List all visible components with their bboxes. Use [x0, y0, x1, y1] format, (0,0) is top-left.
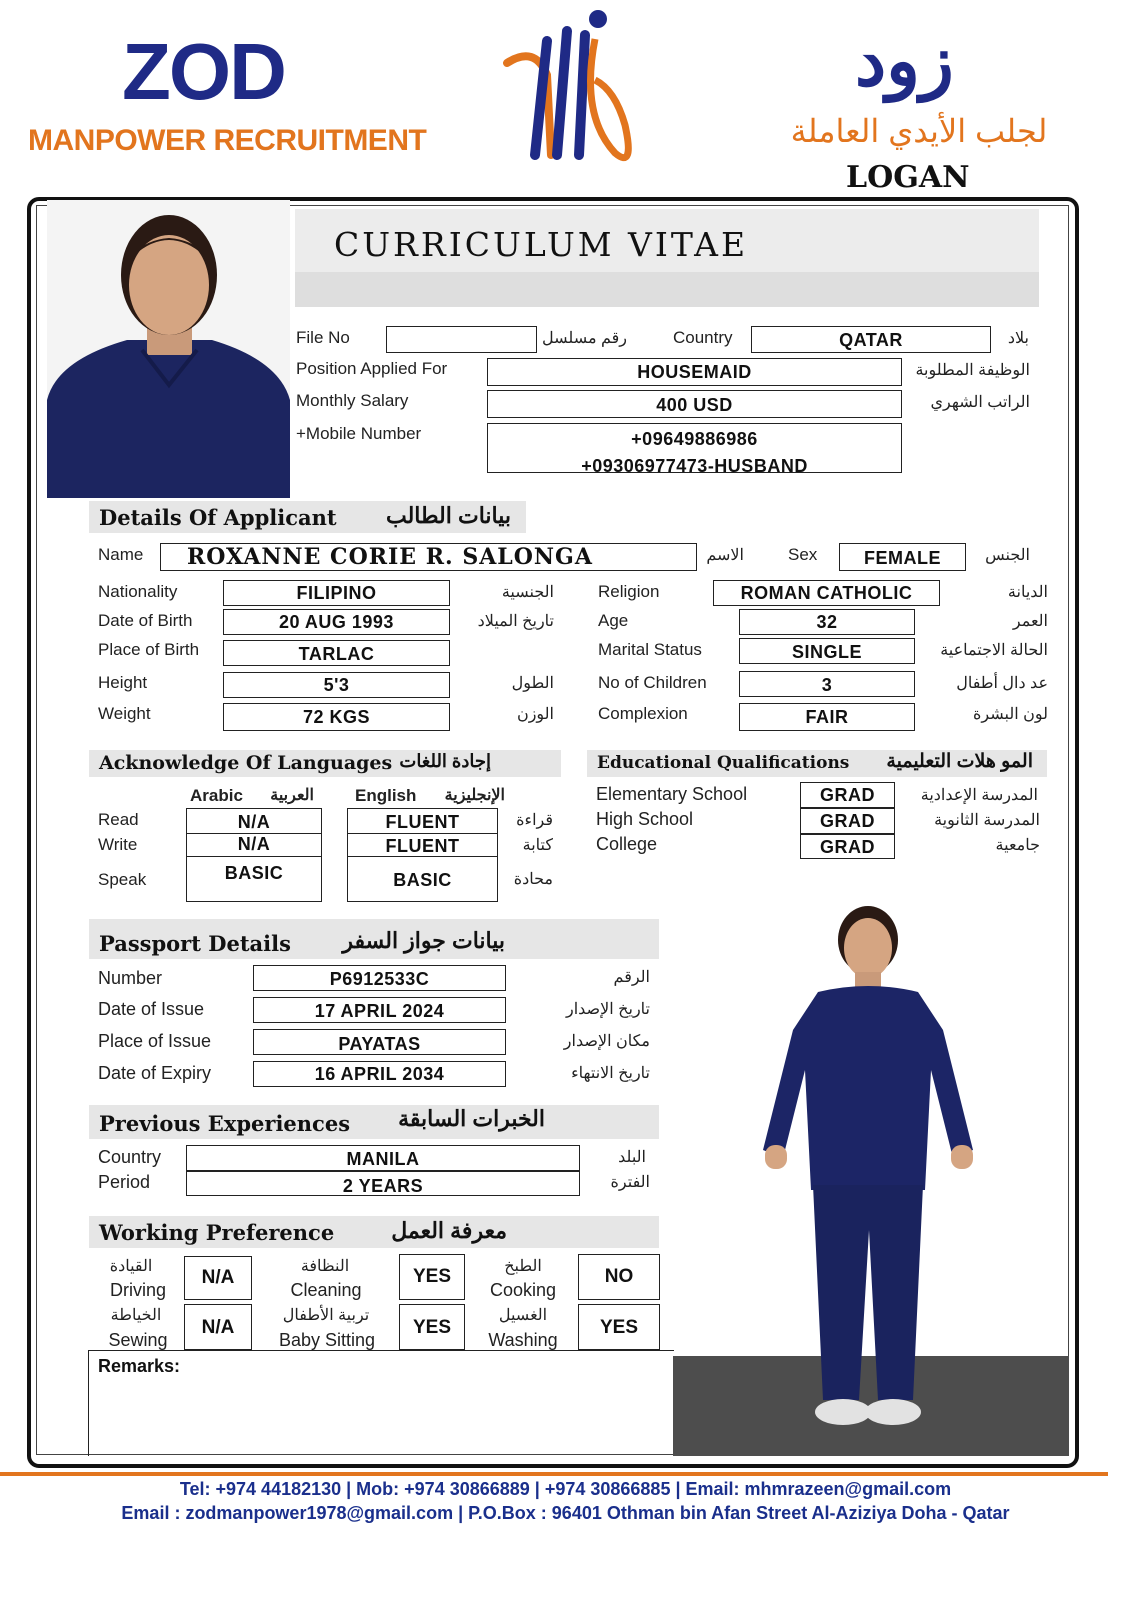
file-no-ar: رقم مسلسل	[542, 330, 627, 347]
brand-tagline: MANPOWER RECRUITMENT	[28, 124, 427, 157]
languages-title-ar: إجادة اللغات	[399, 751, 491, 771]
mobile-number-2: +09306977473-HUSBAND	[581, 456, 808, 476]
details-header	[89, 501, 526, 533]
passport-place-field: PAYATAS	[253, 1029, 506, 1055]
lang-english-head-ar: الإنجليزية	[444, 787, 505, 804]
pob-field: TARLAC	[223, 640, 450, 666]
brand-logo-text: ZOD	[122, 27, 285, 116]
name-label: Name	[98, 545, 144, 564]
wp-washing-field: YES	[578, 1304, 660, 1350]
country-field: QATAR	[751, 326, 991, 353]
passport-expiry-label: Date of Expiry	[98, 1063, 212, 1083]
height-field: 5'3	[223, 672, 450, 698]
cv-title: CURRICULUM VITAE	[334, 225, 749, 264]
nationality-label: Nationality	[98, 582, 178, 601]
passport-header	[89, 919, 659, 959]
remarks-label: Remarks:	[98, 1356, 181, 1376]
nationality-field: FILIPINO	[223, 580, 450, 606]
lang-arabic-write: N/A	[186, 833, 322, 857]
passport-number-field: P6912533C	[253, 965, 506, 991]
weight-field: 72 KGS	[223, 703, 450, 731]
file-no-field	[386, 326, 537, 353]
age-label: Age	[598, 611, 629, 630]
marital-label: Marital Status	[598, 640, 702, 659]
footer-rule	[0, 1472, 1108, 1476]
passport-issue-ar: تاريخ الإصدار	[565, 1001, 650, 1018]
lang-arabic-speak: BASIC	[186, 856, 322, 902]
lang-english-write: FLUENT	[347, 833, 498, 857]
passport-number-label: Number	[98, 968, 163, 988]
edu-highschool-ar: المدرسة الثانوية	[934, 812, 1040, 829]
languages-header	[89, 750, 561, 777]
lang-read-ar: قراءة	[516, 812, 553, 829]
working-header	[89, 1216, 659, 1248]
experience-title-ar: الخبرات السابقة	[398, 1106, 545, 1131]
height-label: Height	[98, 673, 148, 692]
children-field: 3	[739, 671, 915, 697]
working-title-ar: معرفة العمل	[391, 1218, 507, 1243]
wp-driving-label: Driving	[109, 1280, 166, 1300]
lang-write-ar: كتابة	[522, 837, 553, 854]
country-ar: بلاد	[1007, 330, 1029, 347]
lang-english-head: English	[355, 786, 417, 805]
lang-speak-label: Speak	[98, 870, 147, 889]
lang-arabic-read: N/A	[186, 808, 322, 834]
education-header	[587, 750, 1047, 777]
religion-label: Religion	[598, 582, 660, 601]
passport-place-ar: مكان الإصدار	[563, 1033, 650, 1050]
wp-cooking-field: NO	[578, 1254, 660, 1300]
edu-elementary-ar: المدرسة الإعدادية	[920, 787, 1038, 804]
position-field: HOUSEMAID	[487, 358, 902, 386]
languages-title: Acknowledge Of Languages	[99, 752, 393, 774]
wp-babysitting-field: YES	[399, 1304, 465, 1350]
wp-cooking-label: Cooking	[489, 1280, 557, 1300]
details-title: Details Of Applicant	[99, 505, 337, 530]
marital-field: SINGLE	[739, 638, 915, 664]
wp-cleaning-label: Cleaning	[290, 1280, 362, 1300]
brand-sub: LOGAN	[846, 160, 970, 195]
passport-number-ar: الرقم	[613, 969, 650, 986]
marital-ar: الحالة الاجتماعية	[940, 642, 1048, 659]
wp-sewing-ar: الخياطة	[110, 1307, 162, 1324]
salary-field: 400 USD	[487, 390, 902, 418]
height-ar: الطول	[511, 675, 554, 692]
lang-english-speak: BASIC	[347, 856, 498, 902]
passport-issue-field: 17 APRIL 2024	[253, 997, 506, 1023]
cv-title-band-lower	[295, 272, 1039, 307]
brand-emblem-icon	[495, 5, 670, 180]
wp-sewing-field: N/A	[184, 1304, 252, 1350]
edu-elementary-field: GRAD	[800, 782, 895, 808]
exp-country-ar: البلد	[618, 1149, 646, 1166]
wp-washing-ar: الغسيل	[498, 1307, 548, 1324]
lang-read-label: Read	[98, 810, 139, 829]
edu-college-label: College	[596, 834, 658, 854]
country-label: Country	[673, 328, 733, 347]
name-ar: الاسم	[706, 547, 744, 564]
sex-label: Sex	[788, 545, 818, 564]
age-ar: العمر	[1012, 613, 1048, 630]
complexion-field: FAIR	[739, 703, 915, 731]
experience-header	[89, 1105, 659, 1139]
wp-babysitting-label: Baby Sitting	[278, 1330, 376, 1350]
position-ar: الوظيفة المطلوبة	[915, 362, 1030, 379]
weight-ar: الوزن	[516, 706, 554, 723]
footer-line-2: Email : zodmanpower1978@gmail.com | P.O.Box : 96401 Othman bin Afan Street Al-Aziziya Doha - Qatar	[121, 1503, 1010, 1523]
details-title-ar: بيانات الطالب	[386, 503, 511, 528]
dob-field: 20 AUG 1993	[223, 609, 450, 635]
wp-cooking-ar: الطبخ	[504, 1258, 542, 1275]
religion-field: ROMAN CATHOLIC	[713, 580, 940, 606]
wp-cleaning-ar: النظافة	[300, 1258, 350, 1275]
lang-english-read: FLUENT	[347, 808, 498, 834]
children-ar: عد دال أطفال	[956, 675, 1048, 692]
passport-expiry-field: 16 APRIL 2034	[253, 1061, 506, 1087]
passport-title-ar: بيانات جواز السفر	[342, 928, 505, 953]
salary-label: Monthly Salary	[296, 391, 409, 410]
passport-place-label: Place of Issue	[98, 1031, 212, 1051]
wp-driving-ar: القيادة	[109, 1258, 153, 1275]
working-title: Working Preference	[99, 1220, 335, 1245]
mobile-number-1: +09649886986	[631, 429, 758, 449]
wp-sewing-label: Sewing	[108, 1330, 168, 1350]
wp-cleaning-field: YES	[399, 1254, 465, 1300]
edu-college-field: GRAD	[800, 834, 895, 859]
mobile-field	[487, 423, 902, 476]
salary-ar: الراتب الشهري	[930, 394, 1030, 411]
exp-country-label: Country	[98, 1147, 162, 1167]
mobile-label: +Mobile Number	[296, 424, 422, 443]
age-field: 32	[739, 609, 915, 635]
brand-arabic-tagline: لجلب الأيدي العاملة	[790, 113, 1048, 149]
lang-speak-ar: محادة	[513, 871, 553, 888]
complexion-ar: لون البشرة	[973, 706, 1048, 723]
lang-arabic-head: Arabic	[190, 786, 243, 805]
exp-period-field: 2 YEARS	[186, 1171, 580, 1196]
experience-title: Previous Experiences	[99, 1111, 351, 1136]
edu-highschool-field: GRAD	[800, 808, 895, 834]
education-title-ar: المو هلات التعليمية	[886, 751, 1033, 772]
passport-issue-label: Date of Issue	[98, 999, 205, 1019]
sex-field: FEMALE	[839, 543, 966, 571]
pob-label: Place of Birth	[98, 640, 200, 659]
children-label: No of Children	[598, 673, 707, 692]
edu-highschool-label: High School	[596, 809, 694, 829]
complexion-label: Complexion	[598, 704, 688, 723]
sex-ar: الجنس	[985, 547, 1030, 564]
exp-period-ar: الفترة	[610, 1174, 650, 1191]
applicant-photo	[47, 200, 290, 498]
wp-washing-label: Washing	[488, 1330, 558, 1350]
nationality-ar: الجنسية	[501, 584, 554, 601]
brand-arabic-name: زود	[855, 22, 954, 100]
edu-elementary-label: Elementary School	[596, 784, 748, 804]
lang-write-label: Write	[98, 835, 138, 854]
name-field: ROXANNE CORIE R. SALONGA	[160, 543, 697, 571]
footer-line-1: Tel: +974 44182130 | Mob: +974 30866889 | +974 30866885 | Email: mhmrazeen@gmail.com	[179, 1479, 952, 1499]
passport-title: Passport Details	[99, 931, 291, 956]
religion-ar: الديانة	[1007, 584, 1048, 601]
wp-babysitting-ar: تربية الأطفال	[282, 1307, 370, 1324]
position-label: Position Applied For	[296, 359, 448, 378]
dob-label: Date of Birth	[98, 611, 193, 630]
exp-period-label: Period	[98, 1172, 151, 1192]
full-body-photo	[673, 900, 1069, 1456]
edu-college-ar: جامعية	[995, 837, 1040, 854]
weight-label: Weight	[98, 704, 151, 723]
lang-arabic-head-ar: العربية	[270, 787, 314, 804]
exp-country-field: MANILA	[186, 1145, 580, 1171]
education-title: Educational Qualifications	[597, 753, 850, 773]
wp-driving-field: N/A	[184, 1256, 252, 1300]
dob-ar: تاريخ الميلاد	[477, 613, 554, 630]
file-no-label: File No	[296, 328, 350, 347]
passport-expiry-ar: تاريخ الانتهاء	[571, 1065, 650, 1082]
